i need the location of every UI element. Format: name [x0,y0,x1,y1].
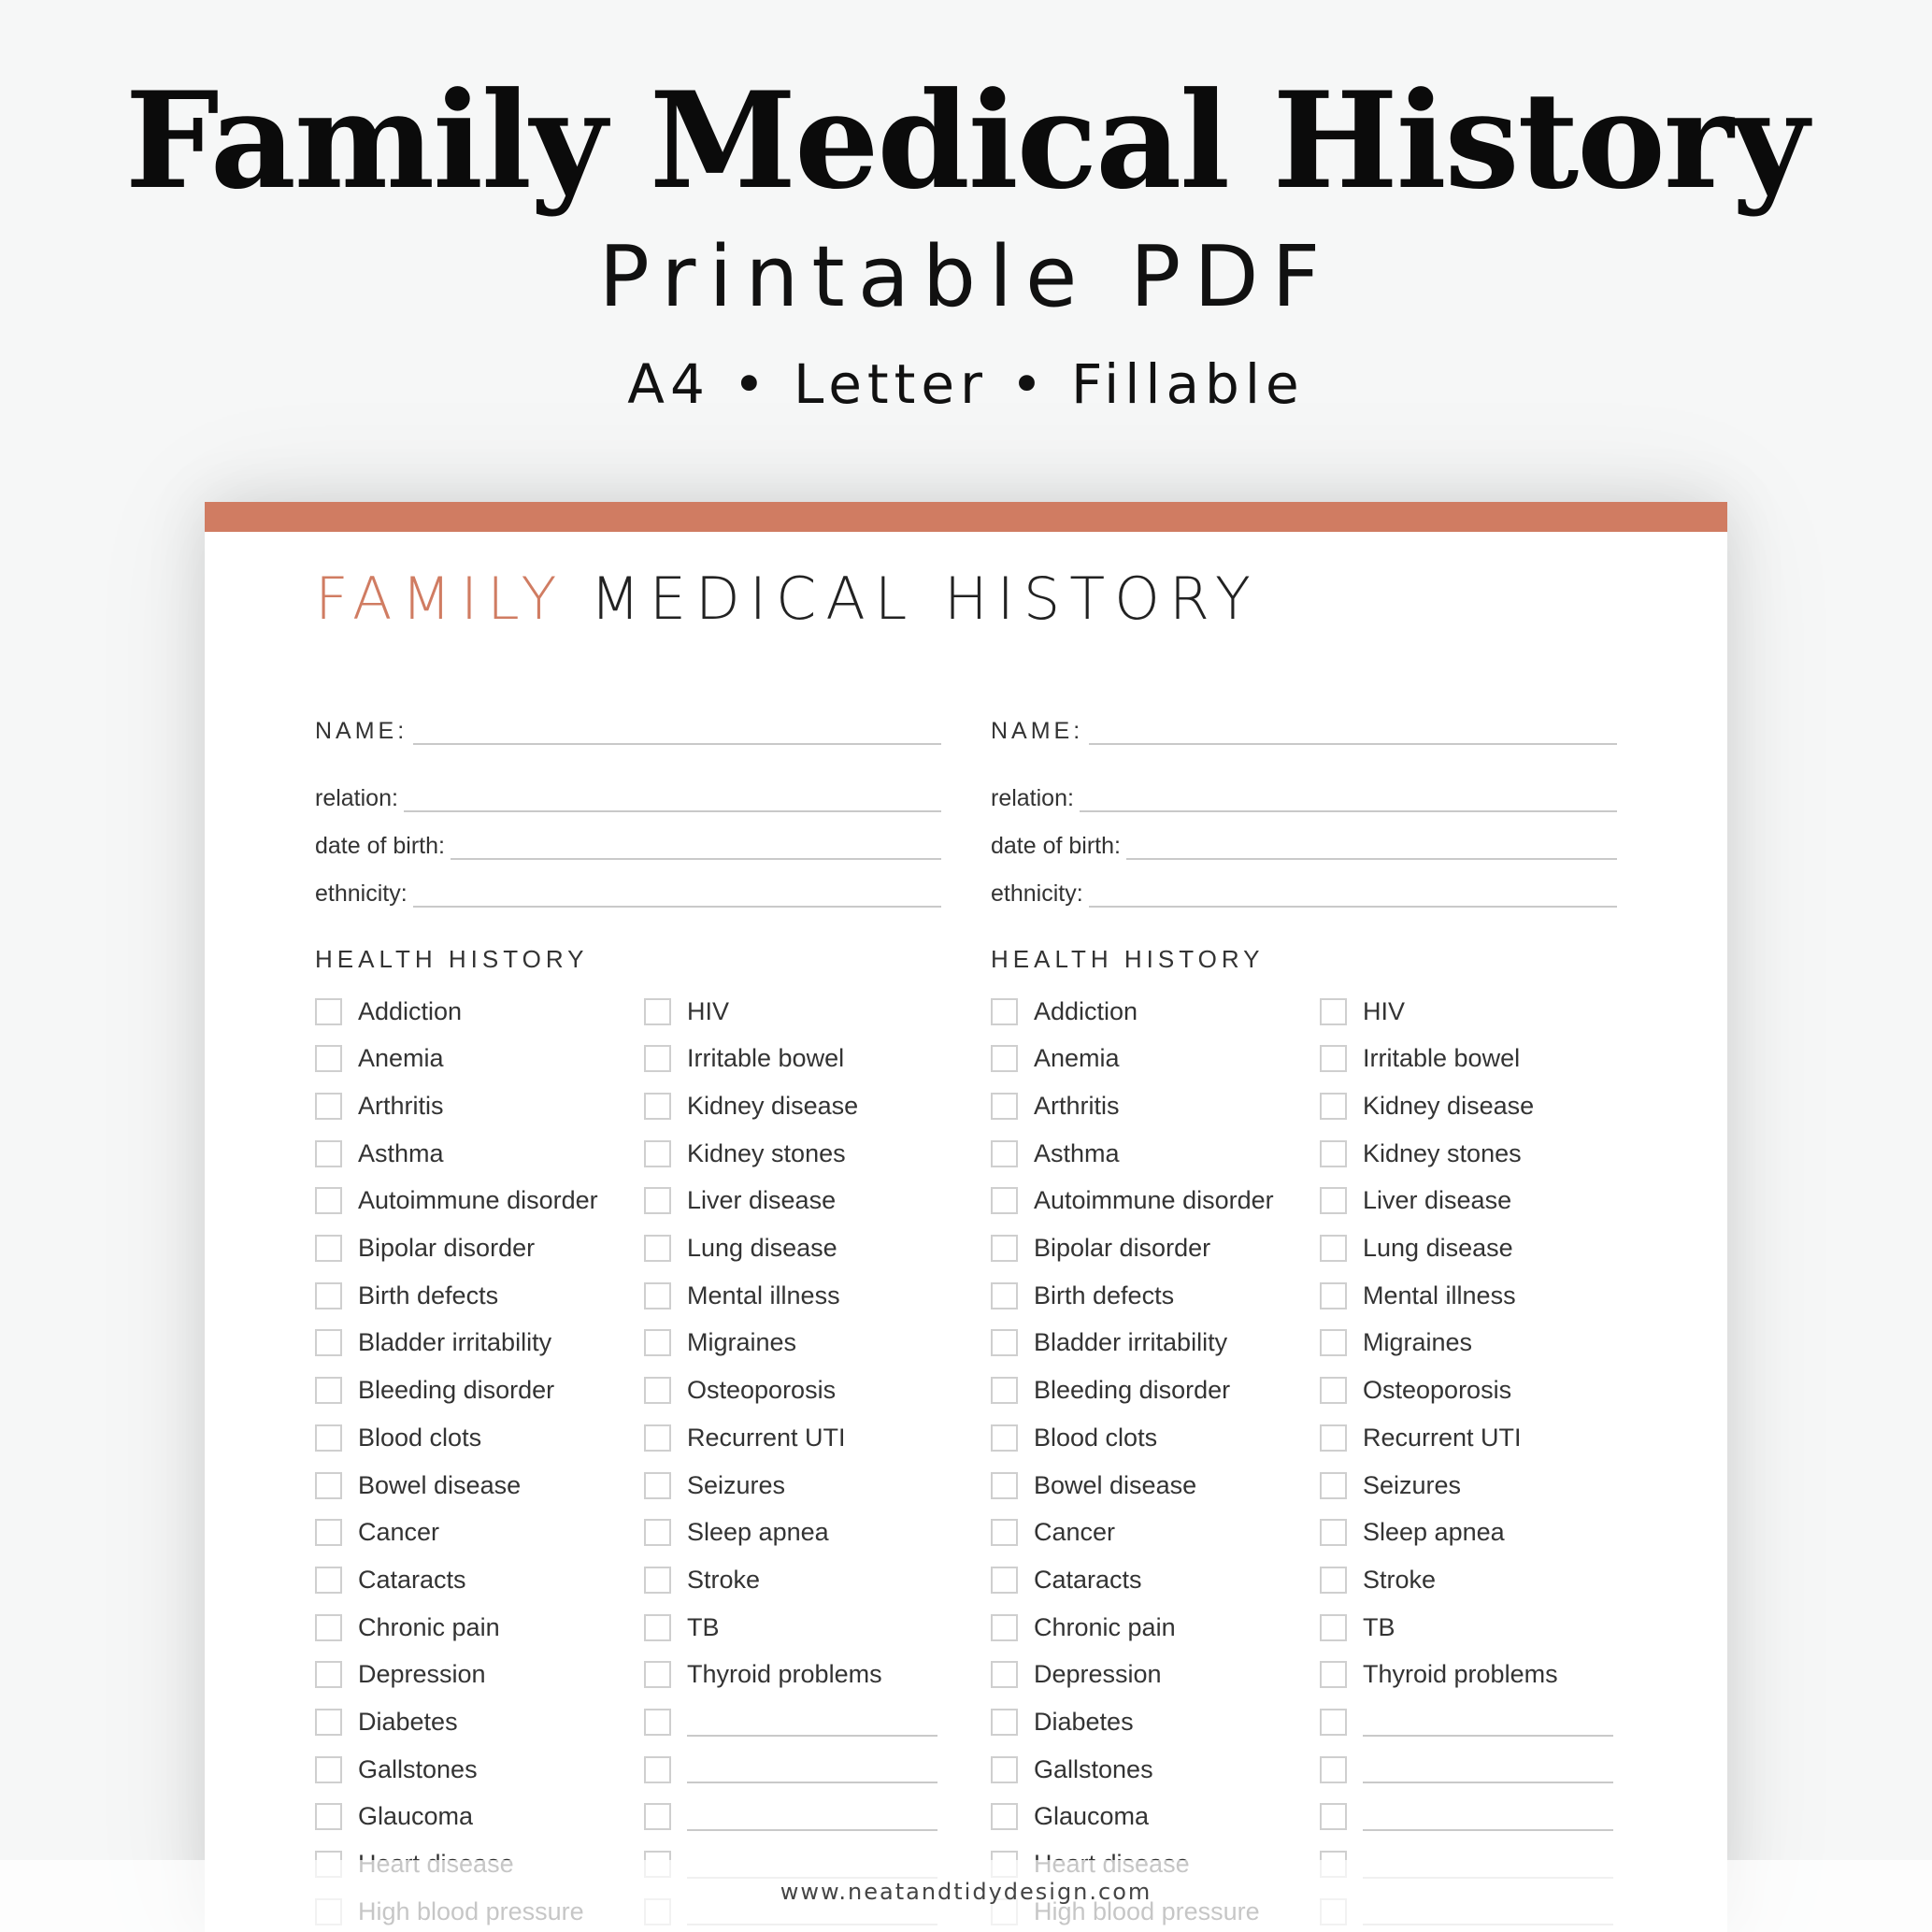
left-condition-row [315,1327,551,1359]
checkbox[interactable] [644,1187,671,1214]
left-dob-label: date of birth: [315,833,445,859]
checkbox[interactable] [644,998,671,1025]
checkbox[interactable] [1320,1093,1347,1120]
right-condition-row [1320,1375,1511,1407]
checkbox[interactable] [644,1614,671,1641]
sheet-title-accent: FAMILY [315,565,566,633]
form-sheet [205,502,1727,1932]
right-ethnicity-input-line[interactable] [1089,906,1617,908]
condition-label: Birth defects [1034,1281,1175,1309]
footer-url: www.neatandtidydesign.com [780,1879,1152,1905]
condition-label: Cancer [1034,1518,1116,1547]
right-condition-row [991,1469,1196,1501]
condition-label: Osteoporosis [1363,1376,1512,1405]
main-title: Family Medical History [124,64,1808,219]
sheet-title-rest: MEDICAL HISTORY [590,565,1260,633]
checkbox[interactable] [315,1187,342,1214]
checkbox[interactable] [991,1377,1018,1404]
left-condition-row [644,1422,846,1453]
left-condition-row [644,1517,829,1549]
condition-label: Glaucoma [1034,1802,1150,1831]
condition-label: Addiction [358,996,463,1025]
left-condition-row [315,1280,498,1311]
left-custom-row [644,1801,937,1833]
checkbox[interactable] [315,1140,342,1167]
right-dob-field[interactable] [991,835,1617,860]
condition-label: Kidney stones [1363,1138,1522,1167]
checkbox[interactable] [991,998,1018,1025]
condition-label: Gallstones [358,1754,478,1783]
condition-label: Chronic pain [1034,1612,1176,1641]
left-condition-row [315,1469,521,1501]
right-condition-row [991,1375,1230,1407]
right-condition-row [991,1043,1120,1075]
checkbox[interactable] [644,1803,671,1830]
checkbox[interactable] [1320,1756,1347,1783]
condition-label: Sleep apnea [1363,1518,1505,1547]
condition-label: Autoimmune disorder [358,1186,598,1215]
condition-label: Birth defects [358,1281,499,1309]
checkbox[interactable] [644,1282,671,1309]
right-condition-row [1320,1233,1513,1265]
left-condition-row [644,1043,844,1075]
condition-label: Autoimmune disorder [1034,1186,1274,1215]
checkbox[interactable] [644,1424,671,1452]
right-condition-row [991,1185,1274,1217]
condition-label: Cancer [358,1518,440,1547]
left-condition-row [315,1233,535,1265]
condition-label: TB [687,1612,720,1641]
checkbox[interactable] [1320,1709,1347,1736]
condition-label: Migraines [1363,1328,1473,1357]
left-condition-row [315,1611,500,1643]
condition-label: Addiction [1034,996,1138,1025]
left-condition-row [315,1707,458,1739]
right-name-field[interactable] [991,720,1617,745]
left-name-label: NAME: [315,718,408,744]
right-condition-row [991,995,1138,1027]
checkbox[interactable] [991,1093,1018,1120]
condition-label: Bipolar disorder [1034,1234,1211,1262]
right-condition-row [991,1564,1142,1596]
right-condition-row [1320,1185,1511,1217]
left-condition-row [644,1327,796,1359]
left-condition-row [315,1138,444,1169]
condition-label: Irritable bowel [687,1044,845,1073]
left-name-field[interactable] [315,720,941,745]
left-health-history-title: HEALTH HISTORY [315,945,589,973]
condition-label: Osteoporosis [687,1376,837,1405]
condition-label: Recurrent UTI [687,1423,846,1452]
custom-condition-line[interactable] [687,1735,937,1737]
condition-label: Blood clots [1034,1423,1158,1452]
custom-condition-line[interactable] [1363,1735,1613,1737]
left-condition-row [644,1280,840,1311]
checkbox[interactable] [644,1709,671,1736]
checkbox[interactable] [991,1614,1018,1641]
left-relation-field[interactable] [315,787,941,812]
condition-label: Migraines [687,1328,797,1357]
checkbox[interactable] [315,1472,342,1499]
checkbox[interactable] [315,1282,342,1309]
right-condition-row [1320,1611,1395,1643]
left-condition-row [315,1090,444,1122]
right-condition-row [1320,1564,1436,1596]
left-condition-row [315,1753,478,1785]
condition-label: Glaucoma [358,1802,474,1831]
checkbox[interactable] [991,1519,1018,1546]
custom-condition-line[interactable] [1363,1829,1613,1831]
checkbox[interactable] [1320,1140,1347,1167]
condition-label: Bowel disease [358,1470,522,1499]
checkbox[interactable] [315,1329,342,1356]
condition-label: Irritable bowel [1363,1044,1521,1073]
checkbox[interactable] [991,1803,1018,1830]
right-condition-row [991,1659,1162,1691]
checkbox[interactable] [991,1140,1018,1167]
right-condition-row [1320,1517,1505,1549]
left-ethnicity-field[interactable] [315,882,941,908]
right-condition-row [991,1801,1149,1833]
checkbox[interactable] [991,1472,1018,1499]
left-condition-row [644,1185,836,1217]
custom-condition-line[interactable] [687,1829,937,1831]
condition-label: Mental illness [687,1281,840,1309]
left-dob-field[interactable] [315,835,941,860]
right-custom-row [1320,1801,1613,1833]
condition-label: Chronic pain [358,1612,500,1641]
left-condition-row [315,995,462,1027]
right-condition-row [1320,1090,1534,1122]
checkbox[interactable] [315,1093,342,1120]
left-condition-row [644,1138,846,1169]
right-health-history-title: HEALTH HISTORY [991,945,1265,973]
checkbox[interactable] [315,1709,342,1736]
formats-line: A4 • Letter • Fillable [627,352,1305,416]
right-custom-row [1320,1707,1613,1739]
right-custom-row [1320,1753,1613,1785]
checkbox[interactable] [991,1329,1018,1356]
checkbox[interactable] [644,1567,671,1594]
condition-label: Thyroid problems [1363,1660,1558,1689]
condition-label: Kidney disease [1363,1091,1535,1120]
right-condition-row [991,1611,1176,1643]
condition-label: Bladder irritability [358,1328,552,1357]
checkbox[interactable] [315,1235,342,1262]
condition-label: Gallstones [1034,1754,1153,1783]
condition-label: Arthritis [1034,1091,1120,1120]
checkbox[interactable] [1320,998,1347,1025]
custom-condition-line[interactable] [1363,1782,1613,1783]
left-name-input-line[interactable] [413,743,941,745]
left-condition-row [315,1564,466,1596]
left-condition-row [644,1375,836,1407]
condition-label: Thyroid problems [687,1660,882,1689]
condition-label: Bowel disease [1034,1470,1197,1499]
checkbox[interactable] [991,1235,1018,1262]
checkbox[interactable] [315,1614,342,1641]
left-condition-row [644,1611,720,1643]
checkbox[interactable] [1320,1472,1347,1499]
checkbox[interactable] [644,1140,671,1167]
condition-label: Bleeding disorder [358,1376,555,1405]
checkbox[interactable] [315,1567,342,1594]
checkbox[interactable] [991,1709,1018,1736]
condition-label: Asthma [358,1138,444,1167]
left-condition-row [644,1233,837,1265]
checkbox[interactable] [644,1093,671,1120]
left-ethnicity-input-line[interactable] [413,906,941,908]
left-ethnicity-label: ethnicity: [315,880,408,907]
left-condition-row [315,1185,598,1217]
checkbox[interactable] [1320,1803,1347,1830]
checkbox[interactable] [315,1803,342,1830]
member-column-right [991,502,1617,1932]
condition-label: Cataracts [358,1565,466,1594]
condition-label: Bipolar disorder [358,1234,536,1262]
condition-label: Stroke [687,1565,761,1594]
left-custom-row [644,1753,937,1785]
checkbox[interactable] [644,1235,671,1262]
condition-label: Diabetes [1034,1708,1134,1736]
checkbox[interactable] [1320,1282,1347,1309]
condition-label: HIV [687,996,730,1025]
checkbox[interactable] [644,1661,671,1688]
checkbox[interactable] [991,1756,1018,1783]
right-dob-input-line[interactable] [1126,858,1617,860]
right-condition-row [1320,1469,1461,1501]
subtitle: Printable PDF [598,228,1334,326]
condition-label: Bladder irritability [1034,1328,1228,1357]
condition-label: Cataracts [1034,1565,1142,1594]
member-column-left [315,502,941,1932]
right-condition-row [1320,1659,1558,1691]
left-condition-row [644,1564,760,1596]
condition-label: Lung disease [1363,1234,1513,1262]
custom-condition-line[interactable] [687,1782,937,1783]
condition-label: Kidney stones [687,1138,846,1167]
right-condition-row [991,1517,1115,1549]
checkbox[interactable] [315,1519,342,1546]
left-relation-label: relation: [315,785,398,811]
left-condition-row [644,1469,785,1501]
right-condition-row [1320,1138,1522,1169]
condition-label: Kidney disease [687,1091,859,1120]
right-condition-row [991,1753,1153,1785]
checkbox[interactable] [644,1519,671,1546]
checkbox[interactable] [1320,1187,1347,1214]
checkbox[interactable] [644,1377,671,1404]
checkbox[interactable] [315,998,342,1025]
checkbox[interactable] [991,1187,1018,1214]
left-custom-row [644,1707,937,1739]
checkbox[interactable] [991,1424,1018,1452]
right-condition-row [991,1707,1134,1739]
right-condition-row [1320,1422,1522,1453]
condition-label: Depression [1034,1660,1162,1689]
checkbox[interactable] [644,1045,671,1072]
condition-label: Anemia [358,1044,444,1073]
left-condition-row [315,1517,439,1549]
condition-label: Sleep apnea [687,1518,829,1547]
condition-label: Blood clots [358,1423,482,1452]
left-condition-row [315,1422,481,1453]
left-condition-row [315,1375,554,1407]
right-ethnicity-label: ethnicity: [991,880,1083,907]
condition-label: Asthma [1034,1138,1120,1167]
checkbox[interactable] [1320,1377,1347,1404]
checkbox[interactable] [1320,1661,1347,1688]
left-relation-input-line[interactable] [404,810,941,812]
right-condition-row [1320,995,1405,1027]
right-condition-row [991,1327,1227,1359]
checkbox[interactable] [1320,1614,1347,1641]
condition-label: TB [1363,1612,1395,1641]
right-ethnicity-field[interactable] [991,882,1617,908]
left-condition-row [644,1090,858,1122]
right-condition-row [1320,1280,1516,1311]
right-relation-label: relation: [991,785,1074,811]
right-condition-row [991,1090,1120,1122]
checkbox[interactable] [991,1567,1018,1594]
right-condition-row [1320,1043,1520,1075]
checkbox[interactable] [991,1661,1018,1688]
right-condition-row [991,1422,1157,1453]
condition-label: HIV [1363,996,1406,1025]
condition-label: Mental illness [1363,1281,1516,1309]
checkbox[interactable] [315,1377,342,1404]
checkbox[interactable] [1320,1519,1347,1546]
left-condition-row [315,1659,486,1691]
checkbox[interactable] [991,1282,1018,1309]
checkbox[interactable] [1320,1045,1347,1072]
right-name-label: NAME: [991,718,1084,744]
checkbox[interactable] [644,1472,671,1499]
checkbox[interactable] [1320,1235,1347,1262]
checkbox[interactable] [991,1045,1018,1072]
condition-label: Bleeding disorder [1034,1376,1231,1405]
checkbox[interactable] [644,1329,671,1356]
checkbox[interactable] [1320,1424,1347,1452]
right-name-input-line[interactable] [1089,743,1617,745]
condition-label: Liver disease [687,1186,837,1215]
left-dob-input-line[interactable] [451,858,941,860]
checkbox[interactable] [1320,1567,1347,1594]
condition-label: Depression [358,1660,486,1689]
checkbox[interactable] [315,1424,342,1452]
right-relation-input-line[interactable] [1080,810,1617,812]
checkbox[interactable] [315,1661,342,1688]
condition-label: Recurrent UTI [1363,1423,1522,1452]
left-condition-row [315,1043,444,1075]
condition-label: Anemia [1034,1044,1120,1073]
condition-label: Lung disease [687,1234,837,1262]
condition-label: Liver disease [1363,1186,1512,1215]
condition-label: Stroke [1363,1565,1437,1594]
checkbox[interactable] [315,1045,342,1072]
checkbox[interactable] [1320,1329,1347,1356]
condition-label: Seizures [687,1470,786,1499]
left-condition-row [644,1659,882,1691]
left-condition-row [315,1801,473,1833]
right-condition-row [1320,1327,1472,1359]
right-dob-label: date of birth: [991,833,1121,859]
left-condition-row [644,995,729,1027]
condition-label: Arthritis [358,1091,444,1120]
checkbox[interactable] [644,1756,671,1783]
condition-label: Seizures [1363,1470,1462,1499]
right-condition-row [991,1280,1174,1311]
right-condition-row [991,1138,1120,1169]
right-condition-row [991,1233,1210,1265]
condition-label: Diabetes [358,1708,458,1736]
right-relation-field[interactable] [991,787,1617,812]
checkbox[interactable] [315,1756,342,1783]
